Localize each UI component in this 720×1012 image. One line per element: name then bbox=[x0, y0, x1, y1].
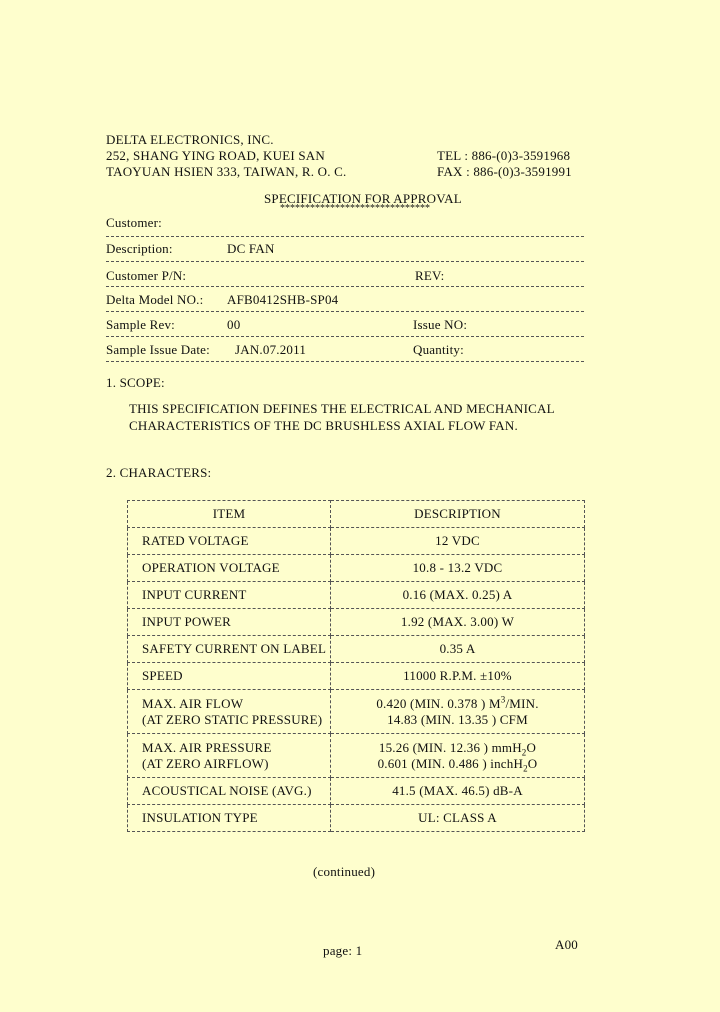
customer-pn-label: Customer P/N: bbox=[106, 268, 187, 283]
row-item: INPUT POWER bbox=[128, 609, 331, 636]
scope-heading: 1. SCOPE: bbox=[106, 375, 165, 390]
row-description: 41.5 (MAX. 46.5) dB-A bbox=[331, 778, 585, 805]
col-description-header: DESCRIPTION bbox=[331, 501, 585, 528]
document-title: SPECIFICATION FOR APPROVAL bbox=[264, 191, 462, 206]
company-fax: FAX : 886-(0)3-3591991 bbox=[437, 164, 572, 179]
model-label: Delta Model NO.: bbox=[106, 292, 204, 307]
airflow-desc-line2: 14.83 (MIN. 13.35 ) CFM bbox=[387, 711, 528, 727]
table-row bbox=[128, 778, 585, 805]
divider bbox=[106, 311, 584, 312]
pressure-desc-line1: 15.26 (MIN. 12.36 ) mmH$_2$O bbox=[378, 739, 537, 758]
divider bbox=[106, 286, 584, 287]
scope-line2: CHARACTERISTICS OF THE DC BRUSHLESS AXIAL FLOW FAN. bbox=[129, 418, 518, 433]
divider bbox=[106, 236, 584, 237]
company-name: DELTA ELECTRONICS, INC. bbox=[106, 132, 274, 147]
airflow-desc-line1: 0.420 (MIN. 0.378 ) $M^3$/MIN. bbox=[376, 694, 539, 711]
revision-code: A00 bbox=[555, 937, 578, 952]
pressure-item-line2: (AT ZERO AIRFLOW) bbox=[142, 755, 269, 771]
divider bbox=[106, 361, 584, 362]
continued-note: (continued) bbox=[313, 864, 376, 879]
row-item: OPERATION VOLTAGE bbox=[128, 555, 331, 582]
row-description: 11000 R.P.M. ±10% bbox=[331, 663, 585, 690]
table-row bbox=[128, 636, 585, 663]
sample-rev-label: Sample Rev: bbox=[106, 317, 175, 332]
row-item: RATED VOLTAGE bbox=[128, 528, 331, 555]
row-item: SAFETY CURRENT ON LABEL bbox=[128, 636, 331, 663]
issue-no-label: Issue NO: bbox=[413, 317, 468, 332]
row-item: ACOUSTICAL NOISE (AVG.) bbox=[128, 778, 331, 805]
sample-issue-date-label: Sample Issue Date: bbox=[106, 342, 210, 357]
airflow-item-line2: (AT ZERO STATIC PRESSURE) bbox=[142, 711, 323, 727]
pressure-item-line1: MAX. AIR PRESSURE bbox=[142, 739, 272, 755]
row-description: 12 VDC bbox=[331, 528, 585, 555]
rev-label: REV: bbox=[415, 268, 445, 283]
airflow-item-line1: MAX. AIR FLOW bbox=[142, 695, 244, 711]
sample-issue-date-value: JAN.07.2011 bbox=[235, 342, 307, 357]
row-item: INPUT CURRENT bbox=[128, 582, 331, 609]
company-address-line2: TAOYUAN HSIEN 333, TAIWAN, R. O. C. bbox=[106, 164, 347, 179]
description-label: Description: bbox=[106, 241, 173, 256]
title-underline-stars: ****************************** bbox=[280, 203, 430, 214]
table-row bbox=[128, 582, 585, 609]
table-row bbox=[128, 528, 585, 555]
table-row bbox=[128, 609, 585, 636]
table-row-airflow bbox=[128, 690, 585, 734]
row-description bbox=[331, 690, 585, 734]
table-row bbox=[128, 555, 585, 582]
row-description: 0.16 (MAX. 0.25) A bbox=[331, 582, 585, 609]
row-item bbox=[128, 690, 331, 734]
model-value: AFB0412SHB-SP04 bbox=[227, 292, 339, 307]
divider bbox=[106, 261, 584, 262]
row-description: 10.8 - 13.2 VDC bbox=[331, 555, 585, 582]
characters-table bbox=[127, 500, 585, 832]
row-item bbox=[128, 734, 331, 778]
pressure-desc-line2: 0.601 (MIN. 0.486 ) inchH$_2$O bbox=[377, 755, 538, 774]
divider bbox=[106, 336, 584, 337]
table-row-pressure bbox=[128, 734, 585, 778]
scope-line1: THIS SPECIFICATION DEFINES THE ELECTRICAL AND MECHANICAL bbox=[129, 401, 555, 416]
row-description: 1.92 (MAX. 3.00) W bbox=[331, 609, 585, 636]
col-item-header: ITEM bbox=[128, 501, 331, 528]
company-tel: TEL : 886-(0)3-3591968 bbox=[437, 148, 571, 163]
characters-heading: 2. CHARACTERS: bbox=[106, 465, 212, 480]
description-value: DC FAN bbox=[227, 241, 275, 256]
sample-rev-value: 00 bbox=[227, 317, 241, 332]
table-row bbox=[128, 663, 585, 690]
row-item: SPEED bbox=[128, 663, 331, 690]
customer-label: Customer: bbox=[106, 215, 162, 230]
row-description bbox=[331, 734, 585, 778]
page-number: page: 1 bbox=[323, 943, 363, 958]
table-header-row bbox=[128, 501, 585, 528]
company-address-line1: 252, SHANG YING ROAD, KUEI SAN bbox=[106, 148, 325, 163]
row-item: INSULATION TYPE bbox=[128, 805, 331, 832]
row-description: UL: CLASS A bbox=[331, 805, 585, 832]
row-description: 0.35 A bbox=[331, 636, 585, 663]
table-row bbox=[128, 805, 585, 832]
quantity-label: Quantity: bbox=[413, 342, 464, 357]
